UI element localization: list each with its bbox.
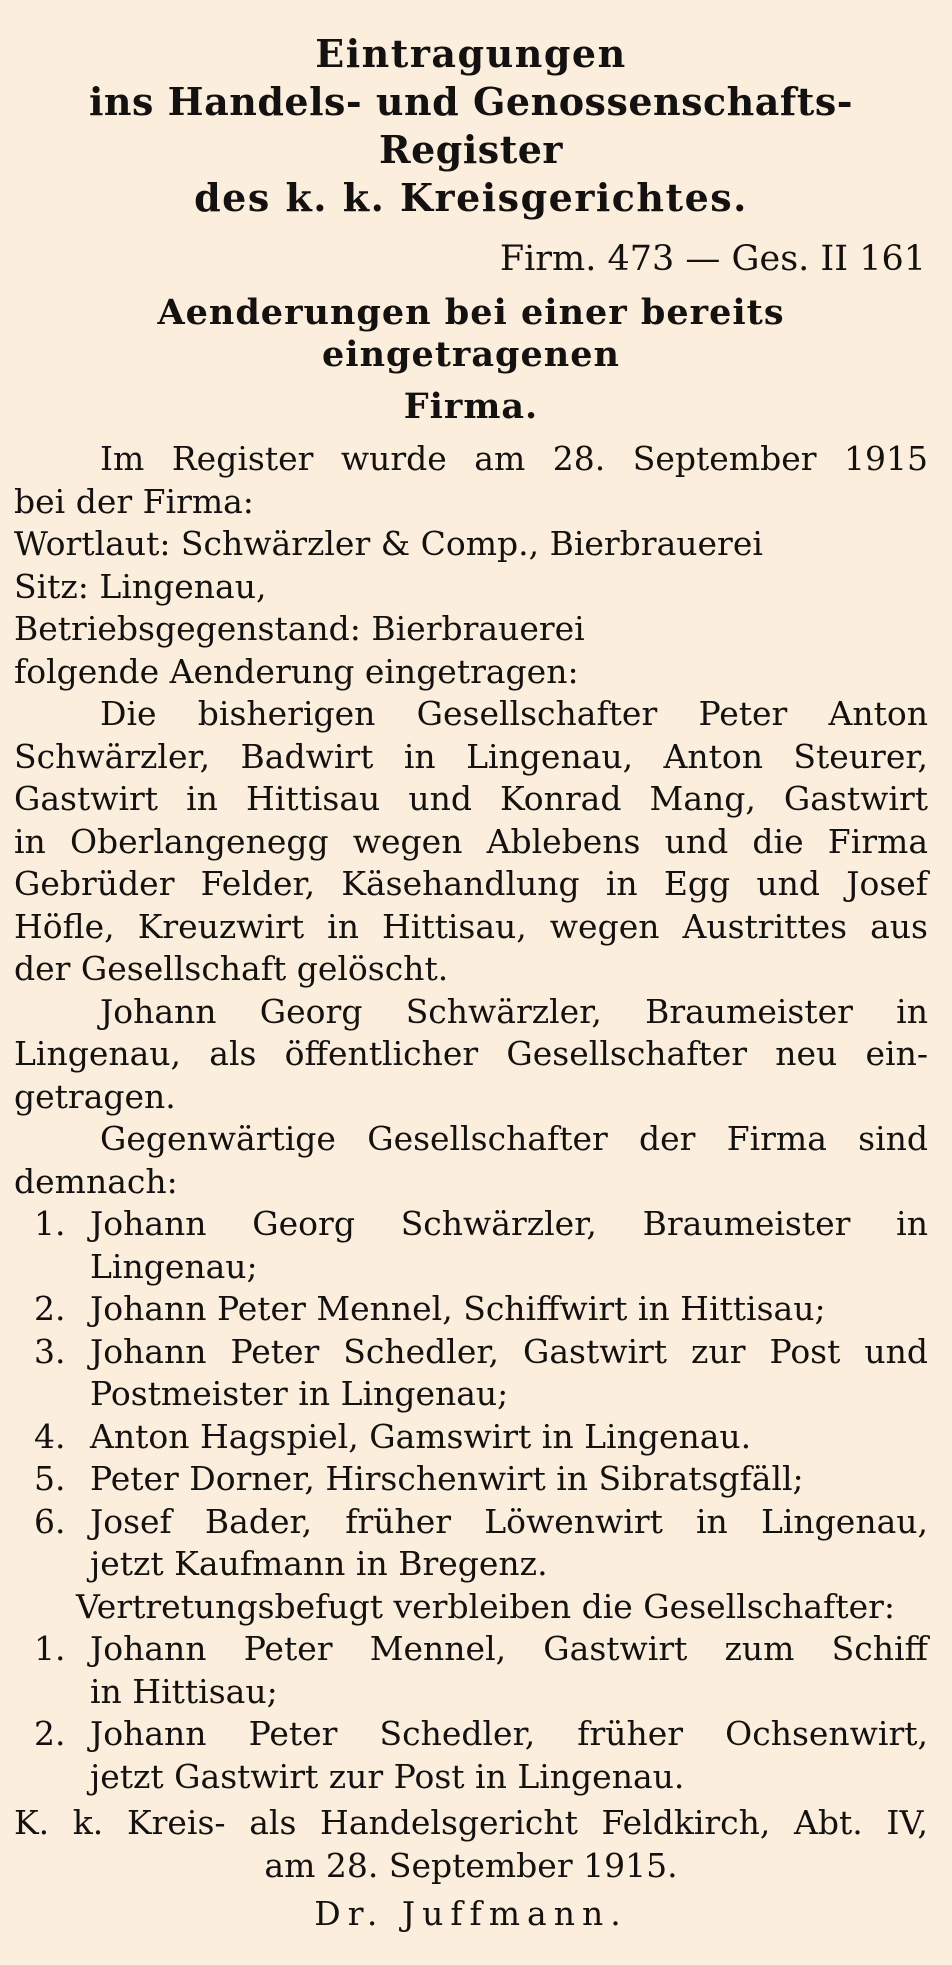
court-name: K. k. Kreis- als Handelsgericht Feldkirch, Abt. IV, — [14, 1803, 928, 1842]
list-item — [14, 1203, 928, 1288]
representation-heading: Vertretungsbefugt verbleiben die Gesellschafter: — [76, 1586, 896, 1626]
list-item-line: Johann Georg Schwärzler, Braumeister in — [90, 1204, 928, 1243]
list-number: 5. — [34, 1459, 66, 1498]
list-item — [14, 1628, 928, 1713]
notice-subtitle — [14, 292, 928, 428]
court-date: am 28. September 1915. — [264, 1845, 678, 1885]
paragraph-line: getragen. — [14, 1076, 176, 1116]
list-item-line: Lingenau; — [90, 1246, 258, 1286]
notice-body — [14, 438, 928, 1936]
list-item — [14, 1713, 928, 1798]
paragraph-line: Schwärzler, Badwirt in Lingenau, Anton Steurer, — [14, 736, 928, 776]
firm-seat: Sitz: Lingenau, — [14, 566, 267, 606]
intro-line: folgende Aenderung eingetragen: — [14, 651, 579, 691]
paragraph-new-partner — [14, 991, 928, 1119]
paragraph-line: Höfle, Kreuzwirt in Hittisau, wegen Austrittes aus — [14, 906, 928, 946]
list-item-line: Postmeister in Lingenau; — [90, 1374, 509, 1413]
list-number: 3. — [34, 1331, 66, 1371]
list-item — [14, 1501, 928, 1586]
list-item-line: jetzt Kaufmann in Bregenz. — [90, 1544, 548, 1583]
paragraph-line: Die bisherigen Gesellschafter Peter Anton — [100, 694, 928, 733]
intro-line: bei der Firma: — [14, 481, 254, 521]
paragraph-line: Gegenwärtige Gesellschafter der Firma sind — [100, 1119, 928, 1158]
paragraph-line: der Gesellschaft gelöscht. — [14, 949, 449, 988]
list-item-line: Johann Peter Schedler, früher Ochsenwirt, — [90, 1714, 928, 1753]
paragraph-line: demnach: — [14, 1161, 178, 1201]
paragraph-line: Lingenau, als öffentlicher Gesellschafter neu ein- — [14, 1034, 928, 1073]
list-item — [14, 1331, 928, 1416]
header-title-line-3: des k. k. Kreisgerichtes. — [194, 175, 748, 220]
document-header — [14, 30, 928, 222]
subtitle-line-2: Firma. — [403, 386, 539, 427]
list-item-line: in Hittisau; — [90, 1671, 278, 1711]
list-item-line: Josef Bader, früher Löwenwirt in Lingenau, — [90, 1501, 928, 1541]
intro-line: Im Register wurde am 28. September 1915 — [100, 439, 928, 478]
list-item-line: Peter Dorner, Hirschenwirt in Sibratsgfäll; — [90, 1459, 804, 1498]
list-item-line: Johann Peter Mennel, Gastwirt zum Schiff — [90, 1629, 928, 1668]
list-number: 1. — [34, 1204, 66, 1243]
list-item — [14, 1458, 928, 1501]
paragraph-line: Gebrüder Felder, Käsehandlung in Egg und Josef — [14, 864, 928, 903]
firm-wording: Wortlaut: Schwärzler & Comp., Bierbrauerei — [14, 524, 763, 563]
paragraph-line: Johann Georg Schwärzler, Braumeister in — [100, 991, 928, 1031]
paragraph-line: in Oberlangenegg wegen Ablebens und die Firma — [14, 821, 928, 861]
paragraph-line: Gastwirt in Hittisau und Konrad Mang, Gastwirt — [14, 779, 928, 818]
list-number: 1. — [34, 1629, 66, 1668]
list-item-line: jetzt Gastwirt zur Post in Lingenau. — [90, 1756, 685, 1796]
partners-list — [14, 1203, 928, 1586]
list-number: 2. — [34, 1714, 66, 1753]
list-number: 6. — [34, 1501, 66, 1541]
header-title-line-1: Eintragungen — [315, 31, 627, 76]
list-number: 2. — [34, 1289, 66, 1328]
list-item-line: Johann Peter Mennel, Schiffwirt in Hittisau; — [90, 1289, 826, 1328]
intro-block — [14, 438, 928, 693]
firm-business: Betriebsgegenstand: Bierbrauerei — [14, 609, 585, 648]
register-reference: Firm. 473 — Ges. II 161 — [499, 239, 926, 279]
paragraph-current-partners — [14, 1118, 928, 1203]
court-footer — [14, 1802, 928, 1936]
list-item — [14, 1416, 928, 1459]
list-number: 4. — [34, 1416, 66, 1456]
list-item — [14, 1288, 928, 1331]
list-item-line: Johann Peter Schedler, Gastwirt zur Post und — [90, 1331, 928, 1371]
representatives-list — [14, 1628, 928, 1798]
subtitle-line-1: Aenderungen bei einer bereits eingetragenen — [157, 292, 785, 375]
paragraph-removed-partners — [14, 693, 928, 991]
signature: Dr. Juffmann. — [314, 1894, 628, 1933]
header-title-line-2: ins Handels- und Genossenschafts-Register — [88, 79, 853, 172]
list-item-line: Anton Hagspiel, Gamswirt in Lingenau. — [90, 1416, 752, 1456]
